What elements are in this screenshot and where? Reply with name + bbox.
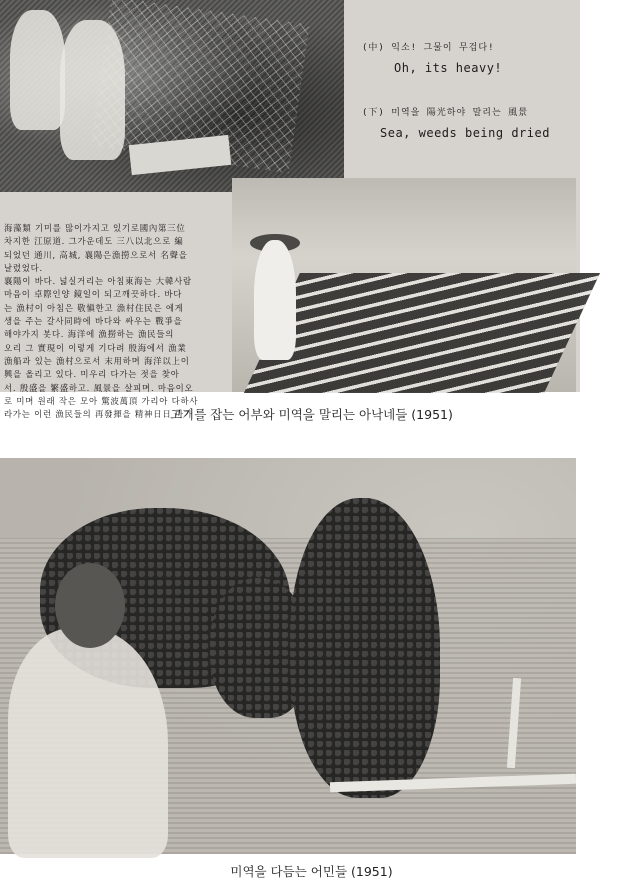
article-line: 해야가지 봇다. 海洋에 漁撈하는 漁民들의 [4,329,175,340]
article-line: 興을 올리고 있다. 미우리 다가는 젓을 찾아 [4,369,180,380]
article-line: 로 미며 원래 작은 모아 驚波萬頂 가리아 다하사 [4,395,199,406]
fishermen-hauling-net-photo [0,0,344,192]
article-body-text [4,222,230,420]
caption-middle-korean: (中) 익소! 그물이 무겁다! [362,43,495,53]
article-line: 마음이 卓際인양 鏡일이 되고깨끗하다. 바다 [4,289,183,300]
caption-middle-english: Oh, its heavy! [394,61,503,75]
fisherman-figure [60,20,125,160]
article-line: 라가는 이런 漁民들의 再發揮을 精神日日 마가 [4,409,193,420]
caption-bottom-korean: (下) 미역을 陽光하야 말리는 風景 [362,108,529,118]
article-line: 서. 殷盛을 繁盛하고. 風景을 살피며. 마음이오 [4,382,194,393]
fisherman-figure [10,10,65,130]
article-line: 海藻類 기미를 많이가지고 있기로國內第三位 [4,223,186,233]
photo-captions [350,40,575,170]
seaweed-drying-racks [244,273,600,393]
article-line: 날렸었다. [4,262,44,273]
article-line: 오리 그 實現이 이렇게 기다려 殷海에서 漁業 [4,342,187,353]
seaweed-bundle [290,498,440,798]
caption-fishermen-trimming-seaweed: 미역을 다듬는 어민들 (1951) [230,864,393,879]
article-line: 漁船과 있는 漁村으로서 末用하며 海洋以上이 [4,355,190,366]
woman-figure [254,240,296,360]
article-line: 차지한 江原道. 그가운데도 三八以北으로 編 [4,236,184,247]
article-line: 襄陽이 바다. 넓실거리는 아침東海는 大韓사람 [4,276,192,287]
article-line: 되었던 通川, 高城, 襄陽은漁撈으로서 名聲을 [4,249,188,260]
article-line: 는 漁村이 아침은 敬愼한고 漁村住民은 에게 [4,302,184,313]
fishermen-trimming-seaweed-photo [0,458,576,854]
caption-fishermen-and-women: 고기를 잡는 어부와 미역을 말리는 아낙네들 (1951) [170,407,453,422]
article-line: 생을 주는 갈사同時에 바다와 싸우는 戰爭을 [4,316,183,327]
caption-bottom-english: Sea, weeds being dried [380,126,550,140]
fisherman-head [55,563,125,648]
women-drying-seaweed-photo [232,178,576,392]
fisherman-figure [8,628,168,858]
